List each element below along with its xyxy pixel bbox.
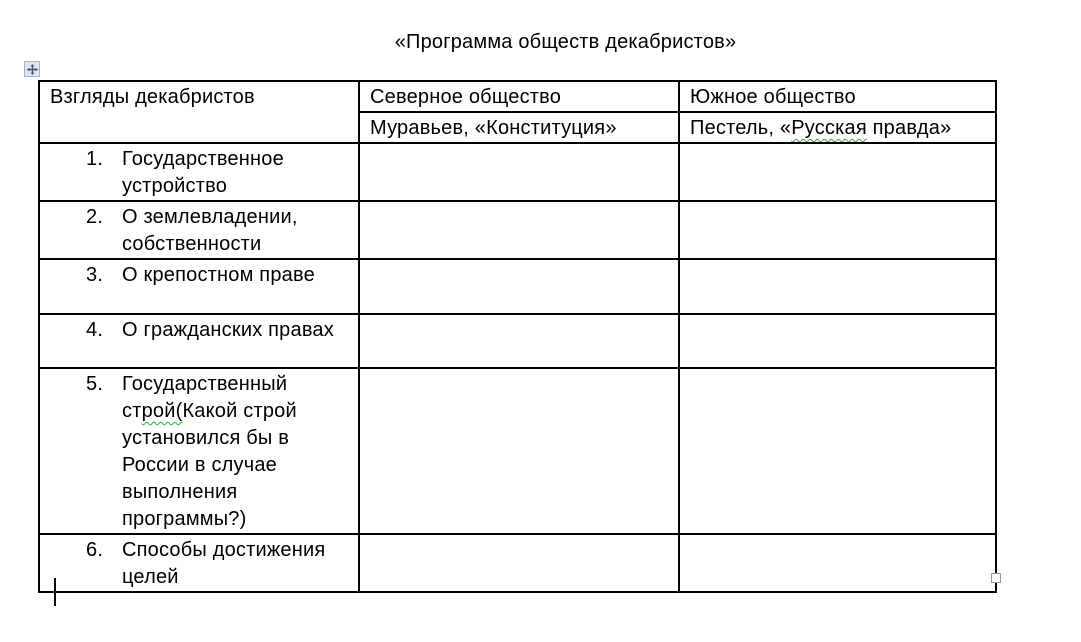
list-number: 2. xyxy=(86,206,104,228)
topic-cell-4[interactable] xyxy=(39,314,359,368)
topic-label: Способы достижения целей xyxy=(122,539,326,588)
north-cell-5[interactable] xyxy=(359,368,679,534)
topic-cell-2[interactable] xyxy=(39,201,359,259)
north-cell-1[interactable] xyxy=(359,143,679,201)
table-row xyxy=(39,259,996,314)
document-title: «Программа обществ декабристов» xyxy=(394,31,737,53)
table-move-handle[interactable] xyxy=(24,61,40,77)
table-resize-handle[interactable] xyxy=(991,573,1001,583)
subheader-cell-north-author[interactable]: Муравьев, «Конституция» xyxy=(359,112,679,143)
south-cell-3[interactable] xyxy=(679,259,996,314)
topic-cell-5[interactable] xyxy=(39,368,359,534)
south-cell-1[interactable] xyxy=(679,143,996,201)
topic-label-suffix: Какой строй установился бы в России в случае выполнения программы?) xyxy=(122,400,297,530)
south-cell-6[interactable] xyxy=(679,534,996,592)
list-number: 3. xyxy=(86,264,104,286)
table-row xyxy=(39,201,996,259)
south-cell-4[interactable] xyxy=(679,314,996,368)
list-number: 6. xyxy=(86,539,104,561)
header-cell-views[interactable]: Взгляды декабристов xyxy=(39,81,359,143)
topic-label-prefix: Государственный ст xyxy=(122,373,288,422)
topic-label: О крепостном праве xyxy=(122,264,315,286)
move-arrows-icon xyxy=(27,64,38,75)
topic-label: О гражданских правах xyxy=(122,319,334,341)
topic-label xyxy=(122,371,348,533)
south-author-prefix: Пестель, « xyxy=(690,117,792,139)
topic-cell-6[interactable] xyxy=(39,534,359,592)
list-number: 5. xyxy=(86,373,104,395)
topic-label: О землевладении, собственности xyxy=(122,206,298,255)
table-row xyxy=(39,368,996,534)
list-number: 4. xyxy=(86,319,104,341)
north-cell-3[interactable] xyxy=(359,259,679,314)
south-cell-2[interactable] xyxy=(679,201,996,259)
header-cell-north-society[interactable]: Северное общество xyxy=(359,81,679,112)
south-cell-5[interactable] xyxy=(679,368,996,534)
topic-cell-1[interactable] xyxy=(39,143,359,201)
south-author-flagged-word: Русская xyxy=(791,117,867,139)
table-row xyxy=(39,314,996,368)
decembrists-program-table xyxy=(38,80,997,593)
north-cell-2[interactable] xyxy=(359,201,679,259)
topic-label-flagged: рой( xyxy=(141,400,183,422)
north-cell-6[interactable] xyxy=(359,534,679,592)
list-number: 1. xyxy=(86,148,104,170)
south-author-suffix: правда» xyxy=(866,117,952,139)
text-cursor xyxy=(54,578,56,606)
table-row xyxy=(39,534,996,592)
header-row xyxy=(39,81,996,112)
header-cell-south-society[interactable]: Южное общество xyxy=(679,81,996,112)
topic-label: Государственное устройство xyxy=(122,148,284,197)
topic-cell-3[interactable] xyxy=(39,259,359,314)
table-row xyxy=(39,143,996,201)
north-cell-4[interactable] xyxy=(359,314,679,368)
subheader-cell-south-author[interactable] xyxy=(679,112,996,143)
